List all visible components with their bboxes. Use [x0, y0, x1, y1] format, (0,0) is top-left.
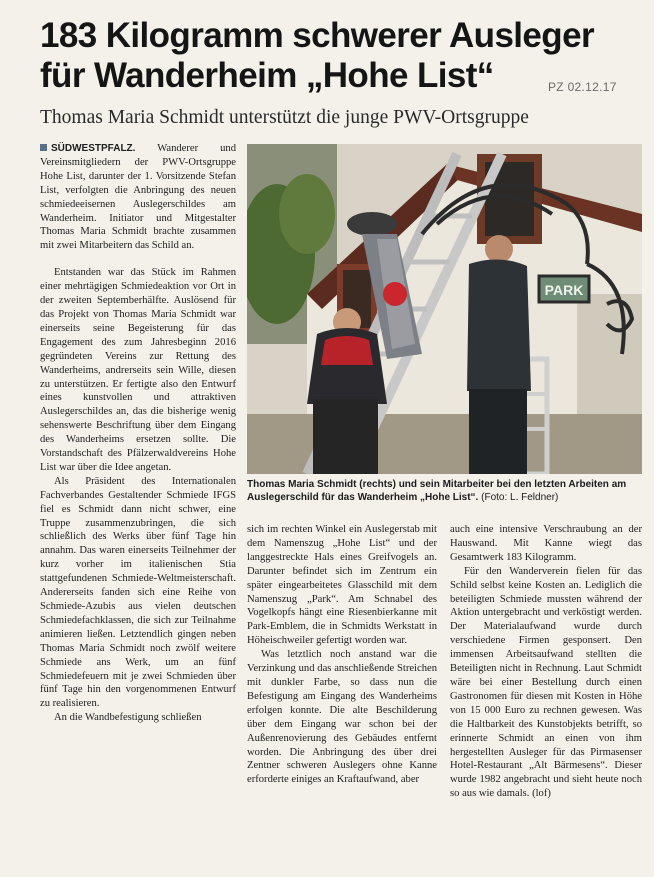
paragraph: auch eine intensive Verschraubung an der Hauswand. Mit Kanne wiegt das Gesamtwerk 183 Kilogramm. — [450, 524, 642, 563]
paragraph: sich im rechten Winkel ein Auslegerstab mit dem Namenszug „Hohe List“ und der langgestreckte Hals eines Greifvogels an. Darunter befindet sich im Zentrum ein später eingearbeitetes Glasschild mit dem Namenszug „Park“. Am Schnabel des Vogelkopfs hängt eine Riesenbierkanne mit Park-Emblem, die in Schmidts Werkstatt in Höheischweiler gefertigt worden war. — [247, 524, 437, 647]
article-photo — [247, 144, 642, 474]
paragraph: Entstanden war das Stück im Rahmen einer mehrtägigen Schmiedeaktion vor Ort in der zweiten Septemberhälfte. Auslösend für das Projekt von Thomas Maria Schmidt war einerseits seine Begeisterung für das Engagement des zum Jahresbeginn 2016 gegründeten Vereins zur Rettung des Wanderheims, andrerseits sein Wille, diesen zu unterstützen. Er fertigte also den Entwurf eines kunstvollen und attraktiven Auslegerschildes an, das die bisherige wenig sehenswerte Beschriftung über dem Eingang des Wanderheims ersetzen sollte. Die Vorstandschaft des Pfälzerwaldvereins Hohe List war über die Idee angetan. — [40, 267, 236, 473]
column-1 — [40, 142, 236, 725]
paragraph: Was letztlich noch anstand war die Verzinkung und das anschließende Streichen mit dunkler Farbe, so dass nun die Befestigung am Eingang des Wanderheims erfolgen konnte. Die alte Beschilderung über dem Eingang war schon bei der Außenrenovierung des Gebäudes entfernt worden. Die Anbringung des über drei Zentner schweren Auslegers ohne Kanne erforderte einiges an Kraftaufwand, aber — [247, 649, 437, 786]
photo-caption — [247, 478, 642, 504]
dateline: SÜDWESTPFALZ. — [51, 143, 136, 154]
dateline-marker — [40, 144, 47, 151]
subheadline: Thomas Maria Schmidt unterstützt die junge PWV-Ortsgruppe — [40, 107, 529, 128]
column-2 — [247, 523, 437, 787]
lead-paragraph — [40, 142, 236, 253]
headline — [40, 16, 610, 96]
date-stamp: PZ 02.12.17 — [548, 80, 617, 94]
caption-text: Thomas Maria Schmidt (rechts) und sein Mitarbeiter bei den letzten Arbeiten am Auslegerschild für das Wanderheim „Hohe List“. — [247, 479, 627, 503]
column-3 — [450, 523, 642, 801]
paragraph: Für den Wanderverein fielen für das Schild selbst keine Kosten an. Lediglich die beteiligten Schmiede mussten während der Aktion untergebracht und verköstigt werden. Der Materialaufwand wurde durch verschiedene Firmen gesponsert. Den immensen Arbeitsaufwand stellten die Beteiligten nicht in Rechnung. Laut Schmidt wäre bei einer Bestellung durch einen Gastronomen für diesen mit Kosten in Höhe von 15 000 Euro zu rechnen gewesen. Was die Haltbarkeit des Kunstobjekts betrifft, so erinnerte Schmidt an einen von ihm hergestellten Ausleger für das Pirmasenser Hotel-Restaurant „Alt Bärmesens“. Dieser wurde 1982 angebracht und sieht heute noch so aus wie damals. (lof) — [450, 565, 642, 800]
park-sign-text: PARK — [544, 282, 584, 298]
paragraph: Als Präsident des Internationalen Fachverbandes Gestaltender Schmiede IFGS fiel es Schmidt dann nicht schwer, eine Truppe zusammenzubringen, die sich schließlich des Werks über fünf Tage hin annahm. Das waren einerseits Teilnehmer der kurz vorher im italienischen Stia stattgefundenen Schmiede-Weltmeisterschaft. Andererseits fanden sich eine Reihe von Schmiede-Azubis aus vielen deutschen Schmiedefachklassen, die sich zur Teilnahme animieren ließen. Letztendlich gingen neben Thomas Maria Schmidt noch zwölf weitere Schmiede ans Werk, um an fünf Schmiedefeuern mit je zwei Schmieden über fünf Tage hin den vorgenommenen Entwurf zu realisieren. — [40, 475, 236, 710]
photo-credit: (Foto: L. Feldner) — [481, 492, 559, 503]
lead-text: Wanderer und Vereinsmitgliedern der PWV-Ortsgruppe Hohe List, darunter der 1. Vorsitzende Stefan List, verfolgten die Anbringung des neuen schmiedeeisernen Auslegerschildes am Wanderheim. Initiator und Mitgestalter Thomas Maria Schmidt brachte zusammen mit zwei Mitarbeitern das Schild an. — [40, 143, 236, 252]
photo-illustration — [247, 144, 642, 474]
headline-line-1: 183 Kilogramm schwerer Ausleger — [40, 16, 594, 55]
headline-line-2: für Wanderheim „Hohe List“ — [40, 56, 494, 95]
paragraph: An die Wandbefestigung schließen — [54, 712, 202, 724]
